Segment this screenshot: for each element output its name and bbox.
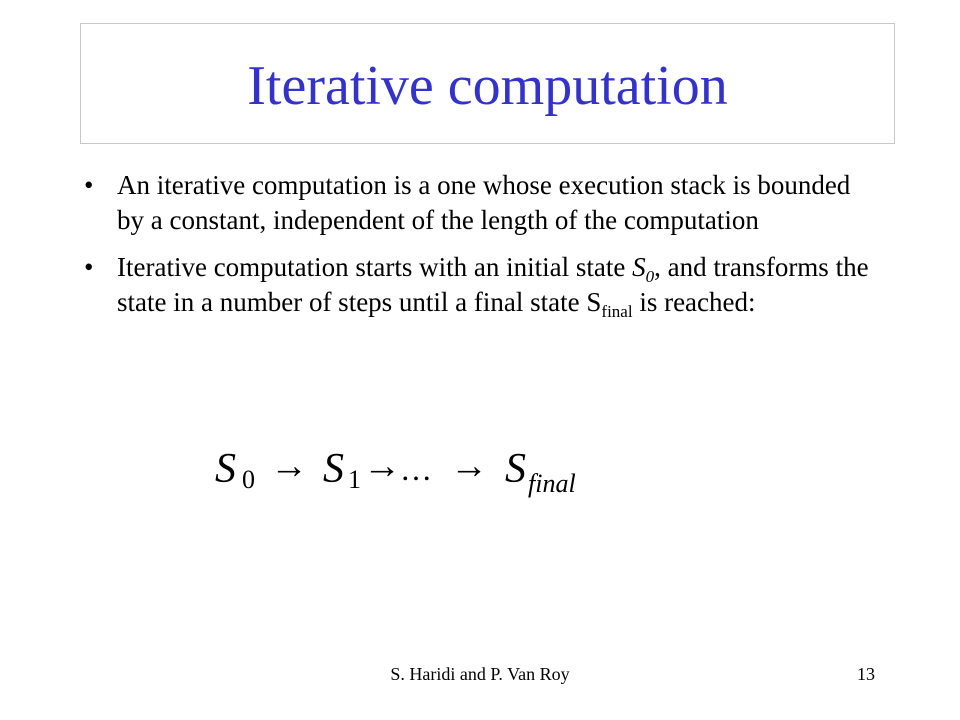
state-transition-formula xyxy=(215,440,595,500)
formula-s1-symbol: S xyxy=(323,446,344,492)
formula-arrow-2: → xyxy=(363,445,401,487)
bullet-marker: • xyxy=(84,252,94,282)
formula-s0-symbol: S xyxy=(215,446,236,492)
bullet-item-1 xyxy=(82,168,872,238)
formula-s1-subscript: 1 xyxy=(348,465,361,494)
page-number: 13 xyxy=(857,664,875,684)
formula-ellipsis: … xyxy=(400,451,432,487)
bullet-text-part-c: is reached: xyxy=(632,287,756,317)
sfinal-subscript: final xyxy=(601,302,633,321)
formula-sfinal-symbol: S xyxy=(505,446,526,492)
bullet-list xyxy=(82,168,872,332)
formula-arrow-1: → xyxy=(270,445,308,487)
bullet-item-2 xyxy=(82,250,872,320)
s0-subscript: 0 xyxy=(645,267,655,286)
bullet-text-part-a: Iterative computation starts with an initial state xyxy=(117,252,633,282)
formula-arrow-3: → xyxy=(450,445,488,487)
sfinal-symbol: S xyxy=(586,287,602,317)
slide-title: Iterative computation xyxy=(247,54,728,117)
title-box xyxy=(80,23,895,144)
bullet-marker: • xyxy=(84,170,94,200)
bullet-text: An iterative computation is a one whose execution stack is bounded by a constant, independent of the length of the computation xyxy=(117,170,851,235)
formula-sfinal-subscript: final xyxy=(528,469,576,498)
formula-s0-subscript: 0 xyxy=(242,465,255,494)
bullet-text-part-b: , and transforms the state in a number of steps until a final state xyxy=(117,252,869,317)
footer-author: S. Haridi and P. Van Roy xyxy=(390,664,570,684)
s0-symbol: S xyxy=(632,252,646,282)
